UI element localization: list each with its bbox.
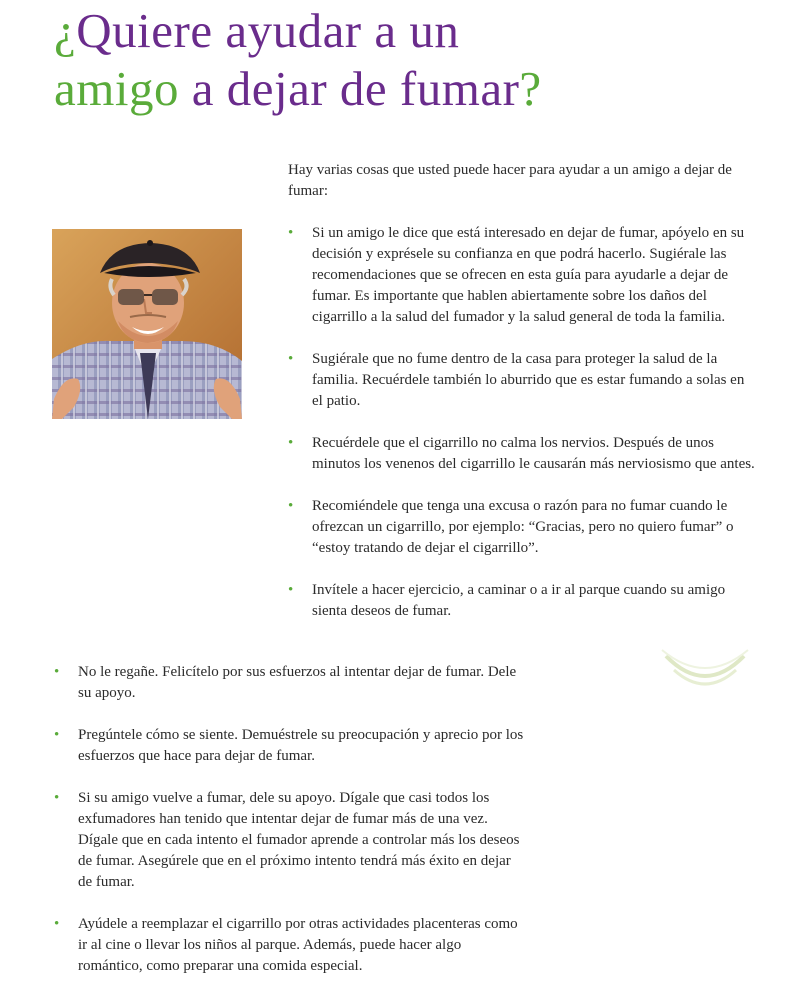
bullet-icon: • [54, 664, 60, 680]
decorative-arcs [660, 648, 750, 698]
man-photo [52, 229, 242, 419]
list-item-text: No le regañe. Felicítelo por sus esfuerzos al intentar dejar de fumar. Dele su apoyo. [78, 664, 517, 701]
bullet-icon: • [54, 790, 60, 806]
bullet-icon: • [288, 225, 294, 241]
list-item [288, 496, 758, 559]
left-bullet-list [54, 662, 524, 998]
bullet-icon: • [54, 727, 60, 743]
bullet-icon: • [288, 351, 294, 367]
list-item-text: Pregúntele cómo se siente. Demuéstrele su preocupación y aprecio por los esfuerzos que hace para dejar de fumar. [78, 727, 524, 764]
bullet-icon: • [288, 435, 294, 451]
list-item-text: Si su amigo vuelve a fumar, dele su apoyo. Dígale que casi todos los exfumadores han tenido que intentar dejar de fumar más de una vez. Dígale que en cada intento el fumador aprende a controlar más los deseos de fumar. Asegúrele que en el próximo intento tendrá más éxito en dejar de fumar. [78, 790, 520, 890]
title-line-1: Quiere ayudar a un [76, 3, 460, 58]
list-item [288, 223, 758, 328]
list-item-text: Sugiérale que no fume dentro de la casa para proteger la salud de la familia. Recuérdele también lo aburrido que es estar fumando a solas en el patio. [312, 351, 745, 409]
title-open-question-mark: ¿ [54, 3, 77, 58]
list-item-text: Si un amigo le dice que está interesado en dejar de fumar, apóyelo en su decisión y exprésele su confianza en que podrá hacerlo. Sugiérale las recomendaciones que se ofrecen en esta guía para ayudarle a dejar de fumar. Es importante que hablen abiertamente sobre los daños del cigarrillo a la salud del fumador y la salud general de toda la familia. [312, 225, 745, 325]
list-item-text: Invítele a hacer ejercicio, a caminar o a ir al parque cuando su amigo sienta deseos de fumar. [312, 582, 726, 619]
title-word-amigo: amigo [54, 61, 179, 116]
list-item-text: Recomiéndele que tenga una excusa o razón para no fumar cuando le ofrezcan un cigarrillo, por ejemplo: “Gracias, pero no quiero fumar” o “estoy tratando de dejar el cigarrillo”. [312, 498, 734, 556]
bullet-icon: • [288, 498, 294, 514]
list-item [288, 349, 758, 412]
title-close-question-mark: ? [519, 61, 542, 116]
page-title [54, 2, 542, 118]
man-photo-illustration [52, 229, 242, 419]
list-item [54, 914, 524, 977]
list-item-text: Ayúdele a reemplazar el cigarrillo por otras actividades placenteras como ir al cine o llevar los niños al parque. Además, puede hacer algo romántico, como preparar una comida especial. [78, 916, 518, 974]
title-line-2: a dejar de fumar [178, 61, 520, 116]
list-item [288, 433, 758, 475]
bullet-icon: • [288, 582, 294, 598]
list-item [288, 580, 758, 622]
intro-paragraph: Hay varias cosas que usted puede hacer para ayudar a un amigo a dejar de fumar: [288, 162, 732, 199]
right-bullet-list [288, 223, 758, 643]
list-item [54, 662, 524, 704]
list-item-text: Recuérdele que el cigarrillo no calma los nervios. Después de unos minutos los venenos del cigarrillo le causarán más nerviosismo que antes. [312, 435, 755, 472]
list-item [54, 725, 524, 767]
bullet-icon: • [54, 916, 60, 932]
list-item [54, 788, 524, 893]
